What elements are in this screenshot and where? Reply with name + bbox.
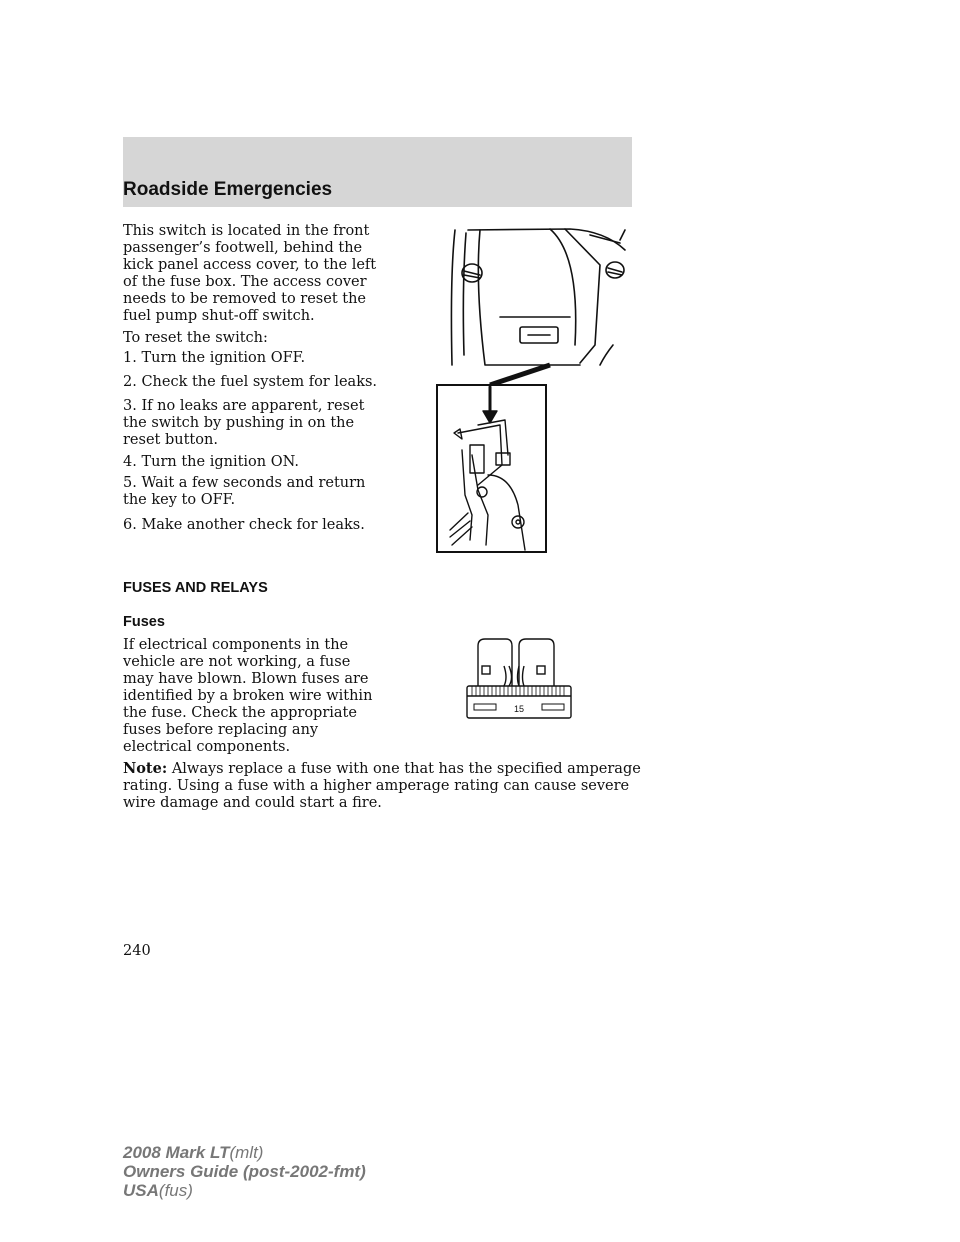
fuses-subheading: Fuses	[123, 614, 165, 630]
footer-market: USA	[123, 1181, 159, 1200]
note-label: Note:	[123, 760, 168, 777]
reset-step-1: 1. Turn the ignition OFF.	[123, 350, 306, 366]
page-number: 240	[123, 943, 151, 959]
note-text: Always replace a fuse with one that has the specified amperage rating. Using a fuse with a higher amperage rating can cause severe wire damage and could start a fire.	[123, 761, 641, 811]
fuses-paragraph: If electrical components in the vehicle are not working, a fuse may have blown. Blown fuses are identified by a broken wire within the fuse. Check the appropriate fuses before replacing any electrical components.	[123, 637, 373, 755]
switch-location-paragraph: This switch is located in the front passenger’s footwell, behind the kick panel access cover, to the left of the fuse box. The access cover needs to be removed to reset the fuel pump shut-off switch.	[123, 223, 377, 324]
reset-step-4: 4. Turn the ignition ON.	[123, 454, 299, 470]
footer-guide: Owners Guide (post-2002-fmt)	[123, 1162, 366, 1181]
section-header-title: Roadside Emergencies	[123, 179, 333, 200]
reset-lead-text: To reset the switch:	[123, 330, 268, 346]
reset-step-5: 5. Wait a few seconds and return the key to OFF.	[123, 475, 366, 508]
document-footer	[123, 1143, 366, 1200]
note-paragraph	[123, 760, 643, 812]
fuse-rating-label: 15	[513, 704, 525, 714]
section-header-band	[123, 137, 632, 207]
blade-fuse-illustration	[464, 636, 574, 722]
reset-step-3: 3. If no leaks are apparent, reset the switch by pushing in on the reset button.	[123, 398, 365, 448]
footer-model-code: (mlt)	[229, 1143, 264, 1162]
footer-model: 2008 Mark LT	[123, 1143, 230, 1162]
reset-step-2: 2. Check the fuel system for leaks.	[123, 374, 378, 390]
reset-step-6: 6. Make another check for leaks.	[123, 517, 365, 533]
footer-market-code: (fus)	[158, 1181, 193, 1200]
kick-panel-illustration	[430, 215, 635, 555]
fuses-relays-heading: FUSES AND RELAYS	[123, 580, 268, 596]
